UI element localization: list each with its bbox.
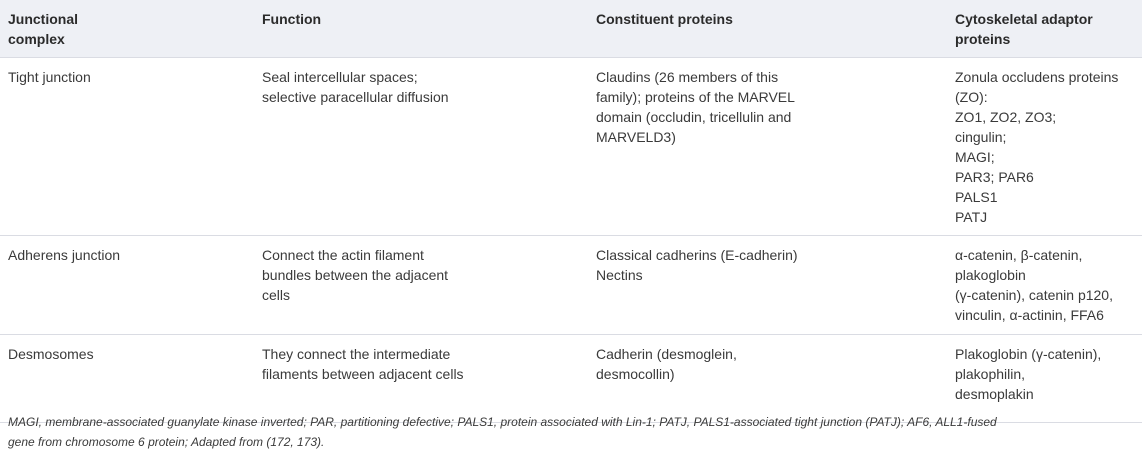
cell-adaptors: Plakoglobin (γ-catenin), plakophilin, desmoplakin bbox=[947, 335, 1142, 423]
header-row bbox=[0, 0, 1142, 58]
header-constituent-proteins: Constituent proteins bbox=[596, 11, 733, 27]
cell-complex: Desmosomes bbox=[0, 335, 254, 423]
cell-complex: Tight junction bbox=[0, 58, 254, 236]
cell-complex: Adherens junction bbox=[0, 236, 254, 335]
cell-constituents: Cadherin (desmoglein, desmocollin) bbox=[588, 335, 947, 423]
footnote-line: gene from chromosome 6 protein; Adapted from (172, 173). bbox=[8, 435, 325, 449]
cell-function: They connect the intermediate filaments between adjacent cells bbox=[254, 335, 588, 423]
header-function: Function bbox=[262, 11, 322, 27]
table-body bbox=[0, 58, 1142, 423]
table-row bbox=[0, 58, 1142, 236]
table-row bbox=[0, 335, 1142, 423]
table-row bbox=[0, 236, 1142, 335]
cell-function: Seal intercellular spaces; selective paracellular diffusion bbox=[254, 58, 588, 236]
header-junctional-complex: Junctional complex bbox=[8, 11, 79, 47]
header-cytoskeletal-adaptor-proteins: Cytoskeletal adaptor proteins bbox=[955, 11, 1093, 47]
cell-adaptors: Zonula occludens proteins (ZO): ZO1, ZO2, ZO3; cingulin; MAGI; PAR3; PAR6 PALS1 PATJ bbox=[947, 58, 1142, 236]
cell-constituents: Classical cadherins (E-cadherin) Nectins bbox=[588, 236, 947, 335]
cell-function: Connect the actin filament bundles between the adjacent cells bbox=[254, 236, 588, 335]
cell-adaptors: α-catenin, β-catenin, plakoglobin (γ-catenin), catenin p120, vinculin, α-actinin, FFA6 bbox=[947, 236, 1142, 335]
footnote-line: MAGI, membrane-associated guanylate kinase inverted; PAR, partitioning defective; PALS1, protein associated with Lin-1; PATJ, PALS1-associated tight junction (PATJ); AF6, ALL1-fused bbox=[8, 415, 997, 429]
table-footnote bbox=[0, 412, 1130, 452]
table-header bbox=[0, 0, 1142, 58]
cell-constituents: Claudins (26 members of this family); proteins of the MARVEL domain (occludin, tricellulin and MARVELD3) bbox=[588, 58, 947, 236]
